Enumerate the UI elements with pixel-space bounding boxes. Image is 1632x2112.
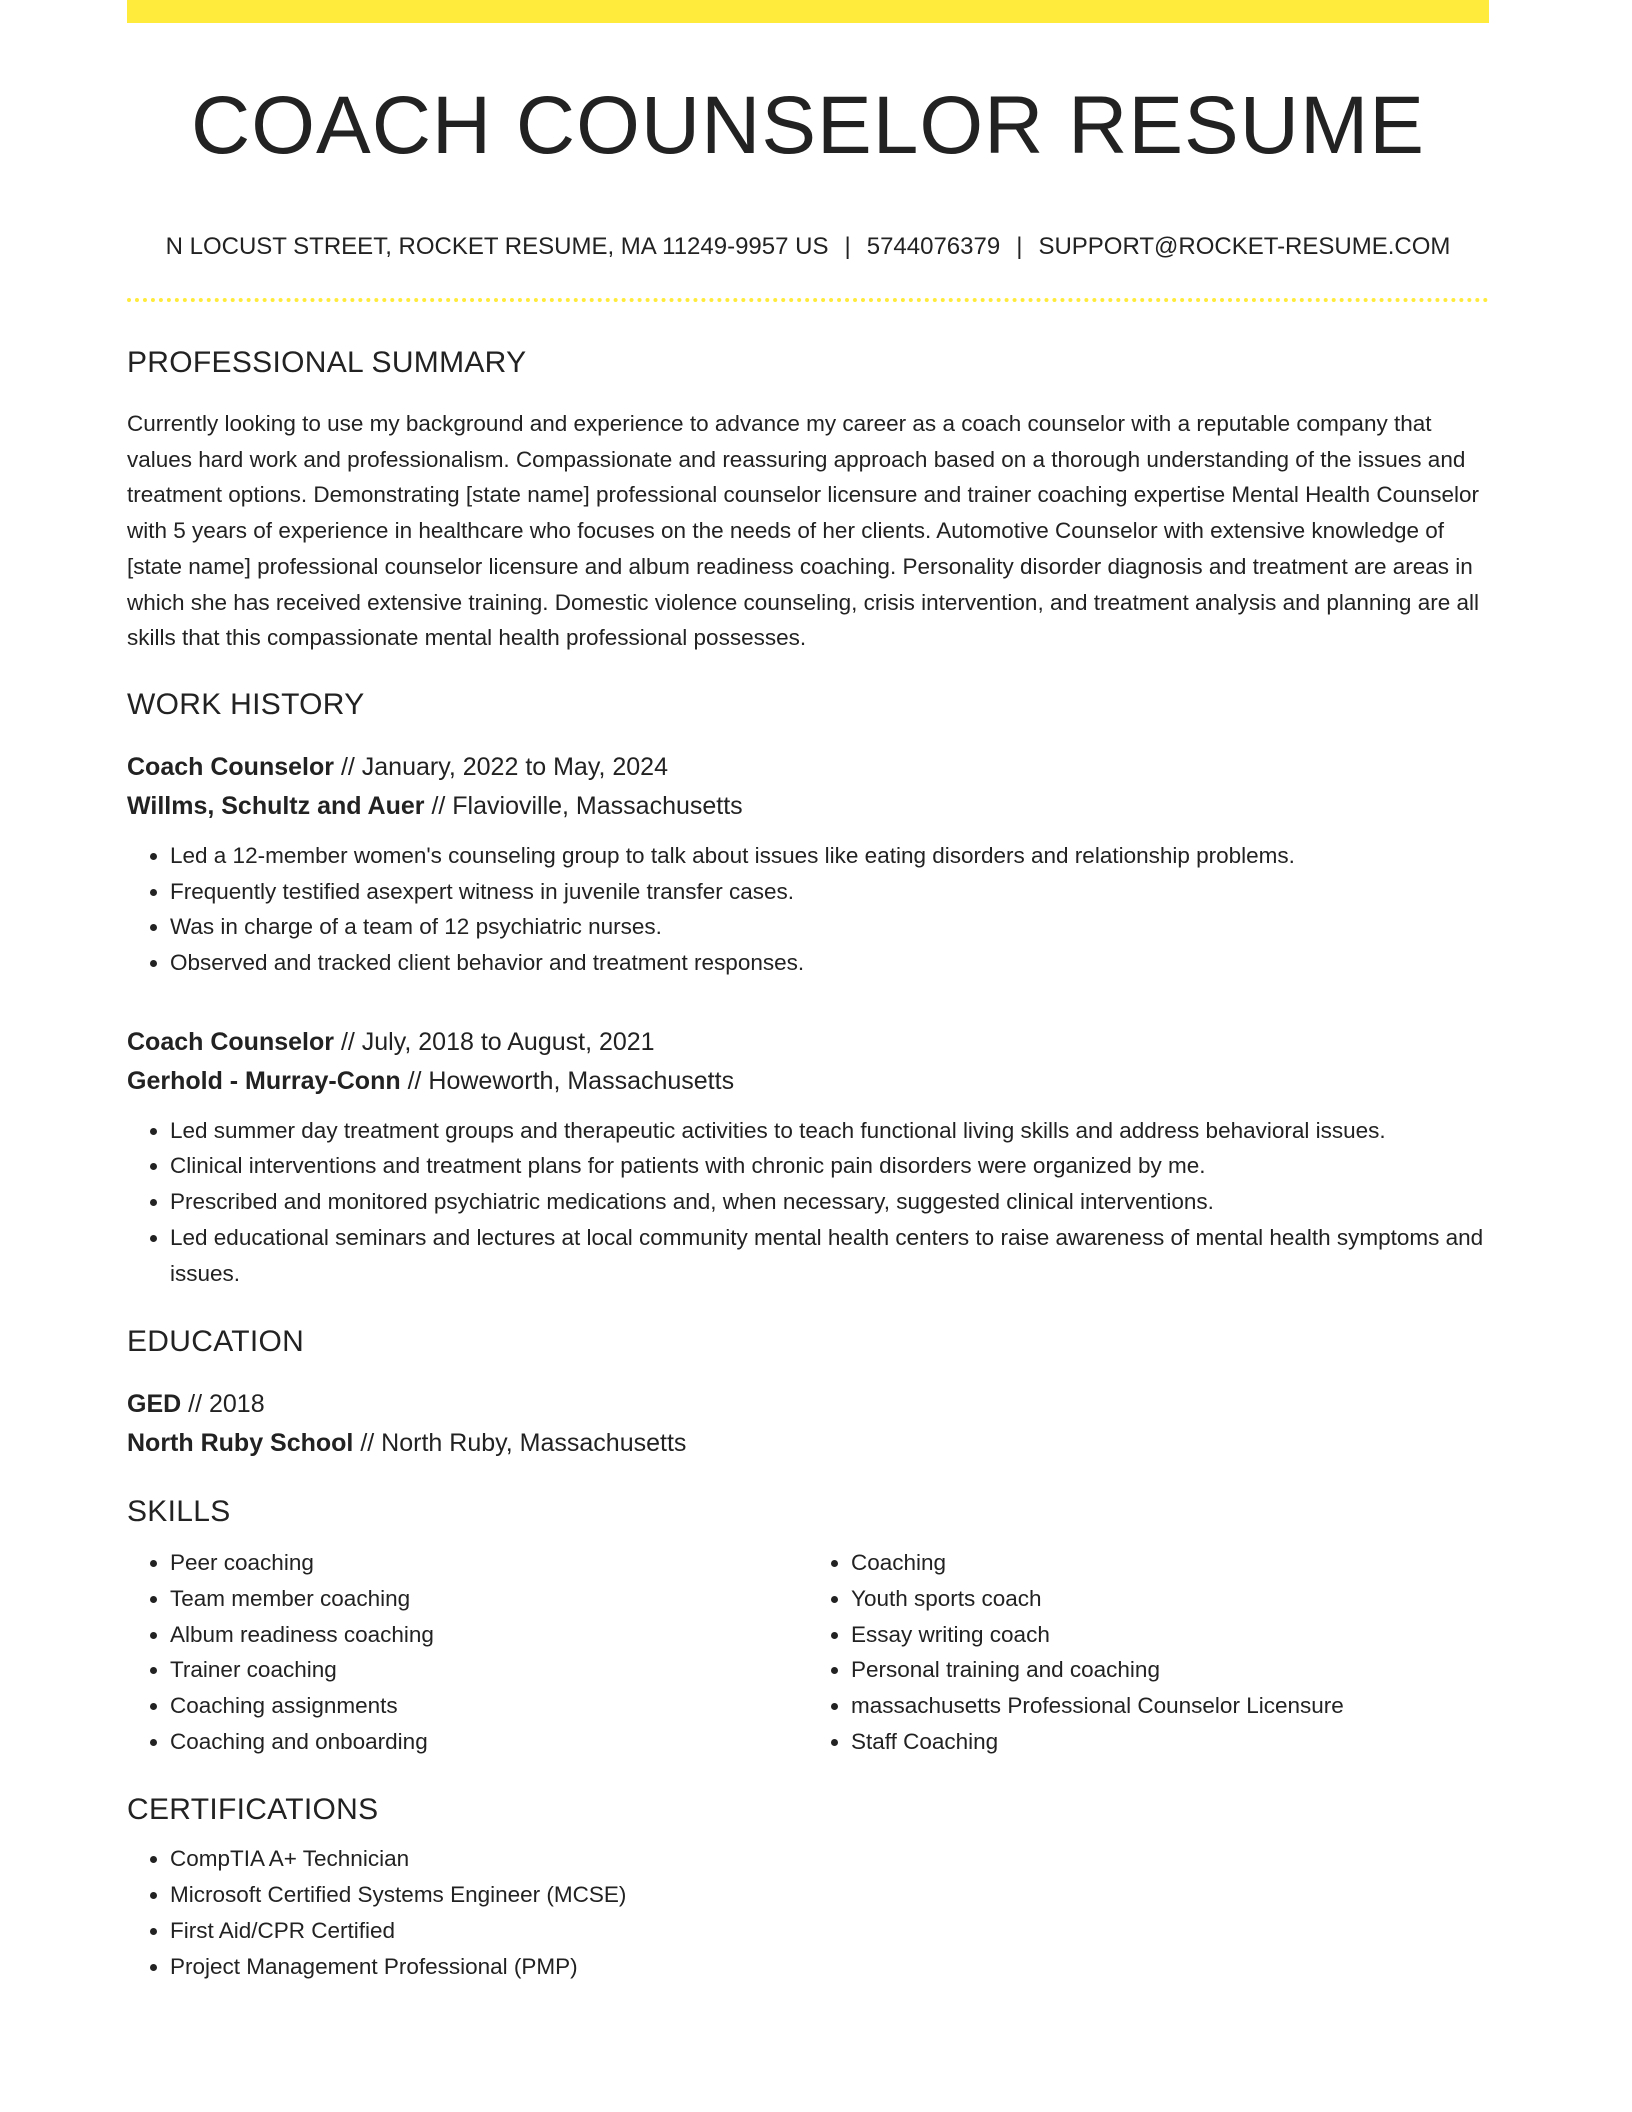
job-bullets <box>127 838 1489 981</box>
education-degree-line <box>127 1385 1489 1424</box>
job-company-line <box>127 787 1489 826</box>
education-heading: EDUCATION <box>127 1325 305 1359</box>
skills-left-column <box>127 1545 808 1759</box>
list-item: • Essay writing coach <box>851 1617 1489 1653</box>
list-item: • Coaching assignments <box>170 1688 808 1724</box>
job-company-line <box>127 1062 1489 1101</box>
list-item: • Microsoft Certified Systems Engineer (MCSE) <box>170 1877 1489 1913</box>
contact-separator: | <box>1016 233 1023 261</box>
job-title: Coach Counselor <box>127 752 334 781</box>
job-company: Willms, Schultz and Auer <box>127 791 425 820</box>
list-item: • Project Management Professional (PMP) <box>170 1949 1489 1985</box>
skills-right-column <box>808 1545 1489 1759</box>
list-item: • Led a 12-member women's counseling group to talk about issues like eating disorders and relationship problems. <box>170 838 1489 874</box>
job-dates: // January, 2022 to May, 2024 <box>340 752 668 781</box>
contact-separator: | <box>844 233 851 261</box>
dotted-divider <box>127 298 1489 302</box>
list-item: • Coaching <box>851 1545 1489 1581</box>
job-title: Coach Counselor <box>127 1027 334 1056</box>
list-item: • Coaching and onboarding <box>170 1724 808 1760</box>
list-item: • Team member coaching <box>170 1581 808 1617</box>
list-item: • Was in charge of a team of 12 psychiatric nurses. <box>170 909 1489 945</box>
list-item: • First Aid/CPR Certified <box>170 1913 1489 1949</box>
skills-heading: SKILLS <box>127 1495 231 1529</box>
list-item: • CompTIA A+ Technician <box>170 1841 1489 1877</box>
summary-heading: PROFESSIONAL SUMMARY <box>127 345 527 379</box>
list-item: • Staff Coaching <box>851 1724 1489 1760</box>
job-location: // Flavioville, Massachusetts <box>431 791 743 820</box>
skills-grid <box>127 1545 1489 1759</box>
list-item: • Led educational seminars and lectures at local community mental health centers to raise awareness of mental health symptoms and issues. <box>170 1220 1489 1291</box>
contact-email: SUPPORT@ROCKET-RESUME.COM <box>1038 233 1451 261</box>
certifications-list <box>127 1841 1489 1984</box>
resume-title: COACH COUNSELOR RESUME <box>191 80 1425 171</box>
contact-line <box>127 233 1489 262</box>
work-history-heading: WORK HISTORY <box>127 687 365 721</box>
education-school: North Ruby School <box>127 1429 354 1458</box>
list-item: • Frequently testified asexpert witness in juvenile transfer cases. <box>170 874 1489 910</box>
contact-phone: 5744076379 <box>866 233 1001 261</box>
contact-address: N LOCUST STREET, ROCKET RESUME, MA 11249-9957 US <box>165 233 829 261</box>
summary-text: Currently looking to use my background and experience to advance my career as a coach counselor with a reputable company that values hard work and professionalism. Compassionate and reassuring approach based on a thorough understanding of the issues and treatment options. Demonstrating [state name] professional counselor licensure and trainer coaching expertise Mental Health Counselor with 5 years of experience in healthcare who focuses on the needs of her clients. Automotive Counselor with extensive knowledge of [state name] professional counselor licensure and album readiness coaching. Personality disorder diagnosis and treatment are areas in which she has received extensive training. Domestic violence counseling, crisis intervention, and treatment analysis and planning are all skills that this compassionate mental health professional possesses. <box>127 410 1479 651</box>
list-item: • massachusetts Professional Counselor Licensure <box>851 1688 1489 1724</box>
list-item: • Observed and tracked client behavior and treatment responses. <box>170 945 1489 981</box>
list-item: • Album readiness coaching <box>170 1617 808 1653</box>
education-school-line <box>127 1424 1489 1463</box>
education-entry <box>127 1385 1489 1463</box>
job-location: // Howeworth, Massachusetts <box>407 1066 735 1095</box>
list-item: • Personal training and coaching <box>851 1652 1489 1688</box>
education-location: // North Ruby, Massachusetts <box>360 1429 687 1458</box>
list-item: • Peer coaching <box>170 1545 808 1581</box>
education-degree: GED <box>127 1390 182 1419</box>
job-title-line <box>127 748 1489 787</box>
list-item: • Clinical interventions and treatment plans for patients with chronic pain disorders were organized by me. <box>170 1148 1489 1184</box>
list-item: • Prescribed and monitored psychiatric medications and, when necessary, suggested clinical interventions. <box>170 1184 1489 1220</box>
job-entry <box>127 1023 1489 1292</box>
education-year: // 2018 <box>188 1390 265 1419</box>
job-bullets <box>127 1113 1489 1292</box>
certifications-heading: CERTIFICATIONS <box>127 1793 379 1827</box>
resume-page <box>127 0 1489 1984</box>
list-item: • Trainer coaching <box>170 1652 808 1688</box>
list-item: • Youth sports coach <box>851 1581 1489 1617</box>
job-title-line <box>127 1023 1489 1062</box>
job-entry <box>127 748 1489 981</box>
job-company: Gerhold - Murray-Conn <box>127 1066 401 1095</box>
accent-bar <box>127 0 1489 23</box>
job-dates: // July, 2018 to August, 2021 <box>340 1027 655 1056</box>
list-item: • Led summer day treatment groups and therapeutic activities to teach functional living skills and address behavioral issues. <box>170 1113 1489 1149</box>
